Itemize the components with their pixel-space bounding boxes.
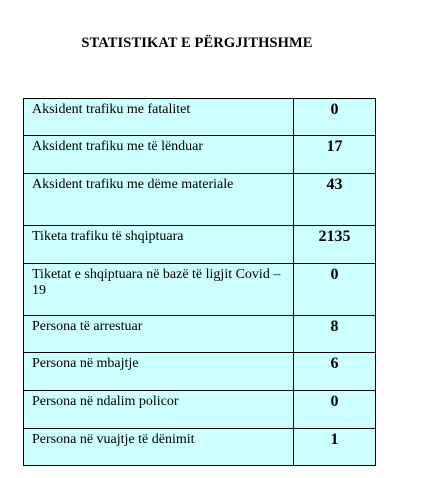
table-row [24, 99, 376, 136]
row-label: Persona të arrestuar [24, 316, 294, 353]
row-label: Persona në vuajtje të dënimit [24, 429, 294, 466]
row-label: Tiketat e shqiptuara në bazë të ligjit Covid – 19 [24, 264, 294, 316]
row-value: 0 [294, 264, 376, 316]
row-value: 8 [294, 316, 376, 353]
row-label: Aksident trafiku me të lënduar [24, 136, 294, 174]
row-label: Persona në mbajtje [24, 353, 294, 391]
row-label: Persona në ndalim policor [24, 391, 294, 429]
row-value: 2135 [294, 226, 376, 264]
table-row [24, 226, 376, 264]
page-title: STATISTIKAT E PËRGJITHSHME [81, 35, 313, 51]
row-value: 0 [294, 391, 376, 429]
row-value: 6 [294, 353, 376, 391]
row-label: Tiketa trafiku të shqiptuara [24, 226, 294, 264]
table-row [24, 136, 376, 174]
statistics-table [23, 98, 376, 466]
row-value: 17 [294, 136, 376, 174]
row-label: Aksident trafiku me dëme materiale [24, 174, 294, 226]
table-row [24, 316, 376, 353]
table-row [24, 264, 376, 316]
row-value: 0 [294, 99, 376, 136]
table-row [24, 353, 376, 391]
table-row [24, 174, 376, 226]
row-value: 43 [294, 174, 376, 226]
table-row [24, 391, 376, 429]
table-row [24, 429, 376, 466]
row-label: Aksident trafiku me fatalitet [24, 99, 294, 136]
row-value: 1 [294, 429, 376, 466]
